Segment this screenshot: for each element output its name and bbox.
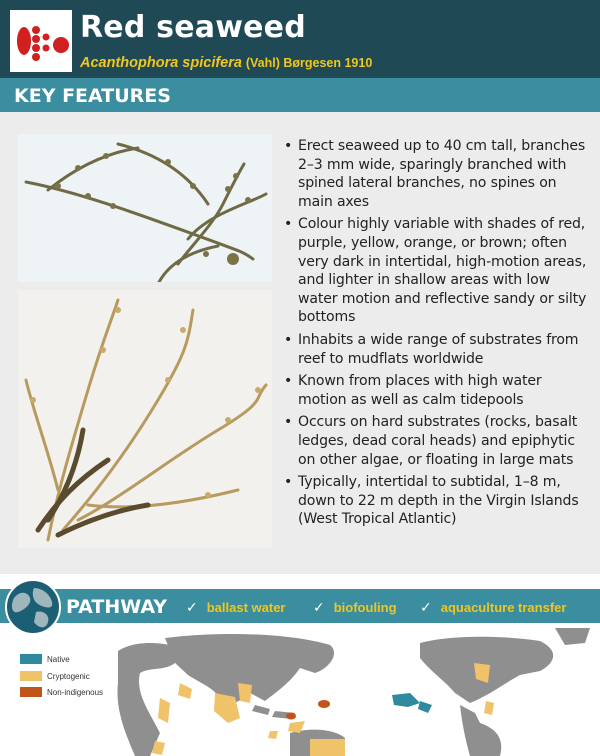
pathway-item — [313, 599, 397, 616]
seaweed-photo-1 — [18, 134, 272, 282]
key-features-heading: KEY FEATURES — [14, 85, 171, 107]
pathway-label: ballast water — [206, 600, 286, 615]
legend-swatch — [20, 687, 42, 697]
page-header — [0, 0, 600, 78]
check-icon: ✓ — [313, 599, 325, 615]
page-title: Red seaweed — [80, 10, 306, 45]
seaweed-photo-2 — [18, 290, 272, 548]
feature-item: • Inhabits a wide range of substrates from reef to mudflats worldwide — [283, 331, 588, 368]
seaweed-logo — [10, 10, 72, 72]
authority: (Vahl) Børgesen 1910 — [245, 56, 373, 70]
legend-label: Cryptogenic — [47, 672, 90, 681]
scientific-name-line — [80, 54, 372, 71]
legend-swatch — [20, 671, 42, 681]
scientific-name: Acanthophora spicifera — [80, 55, 242, 71]
key-features-panel — [0, 112, 600, 574]
key-features-bar — [0, 78, 600, 112]
pathway-label: biofouling — [333, 600, 397, 615]
feature-item: • Known from places with high water motion as well as calm tidepools — [283, 372, 588, 409]
feature-item: • Colour highly variable with shades of red, purple, yellow, orange, or brown; often very dark in intertidal, high-motion areas, and lighter in shallow areas with low water motion and reflective sandy or silty bottoms — [283, 215, 588, 327]
check-icon: ✓ — [186, 599, 198, 615]
feature-item: • Typically, intertidal to subtidal, 1–8 m, down to 22 m depth in the Virgin Islands (West Tropical Atlantic) — [283, 473, 588, 529]
legend-label: Non-indigenous — [47, 688, 104, 697]
pathway-label: aquaculture transfer — [440, 600, 567, 615]
legend-label: Native — [47, 655, 70, 664]
feature-item: • Erect seaweed up to 40 cm tall, branches 2–3 mm wide, sparingly branched with spined lateral branches, no spines on main axes — [283, 137, 588, 211]
key-features-list — [283, 137, 588, 533]
feature-item: • Occurs on hard substrates (rocks, basalt ledges, dead coral heads) and epiphytic on other algae, or floating in large mats — [283, 413, 588, 469]
pathway-item — [420, 599, 566, 616]
pathway-heading: PATHWAY — [66, 596, 168, 618]
legend-swatch — [20, 654, 42, 664]
check-icon: ✓ — [420, 599, 432, 615]
pathway-item — [186, 599, 286, 616]
